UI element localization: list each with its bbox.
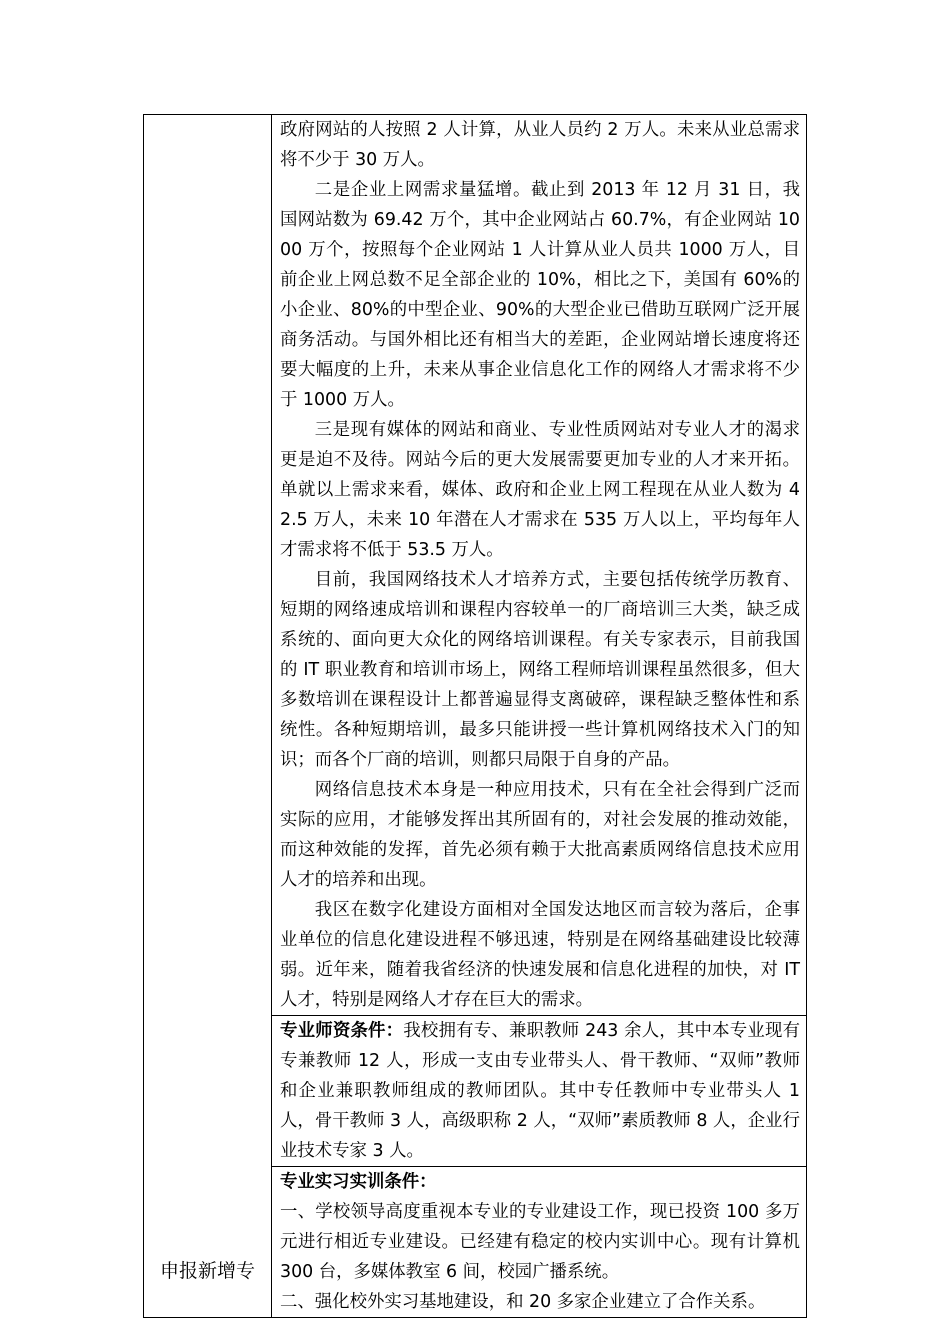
left-label-cell — [144, 115, 272, 1318]
faculty-body: 我校拥有专、兼职教师 243 余人，其中本专业现有专兼教师 12 人，形成一支由专业带头人、骨干教师、“双师”教师和企业兼职教师组成的教师团队。其中专任教师中专业带头人 1 人，骨干教师 3 人，高级职称 2 人，“双师”素质教师 8 人，企业行业技术专家 3 人。 — [280, 1021, 800, 1161]
paragraph: 目前，我国网络技术人才培养方式，主要包括传统学历教育、短期的网络速成培训和课程内容较单一的厂商培训三大类，缺乏成系统的、面向更大众化的网络培训课程。有关专家表示，目前我国的 IT 职业教育和培训市场上，网络工程师培训课程虽然很多，但大多数培训在课程设计上都普遍显得支离破碎，课程缺乏整体性和系统性。各种短期培训，最多只能讲授一些计算机网络技术入门的知识；而各个厂商的培训，则都只局限于自身的产品。 — [280, 570, 800, 770]
application-form-table — [143, 114, 807, 1318]
training-heading: 专业实习实训条件： — [280, 1172, 437, 1192]
faculty-heading: 专业师资条件： — [280, 1021, 404, 1041]
paragraph: 网络信息技术本身是一种应用技术，只有在全社会得到广泛而实际的应用，才能够发挥出其所固有的，对社会发展的推动效能，而这种效能的发挥，首先必须有赖于大批高素质网络信息技术应用人才的培养和出现。 — [280, 780, 800, 890]
table-row — [144, 115, 807, 1016]
demand-analysis-cell — [272, 115, 807, 1016]
training-line: 二、强化校外实习基地建设，和 20 多家企业建立了合作关系。 — [280, 1292, 766, 1312]
training-conditions-cell — [272, 1167, 807, 1318]
paragraph: 三是现有媒体的网站和商业、专业性质网站对专业人才的渴求更是迫不及待。网站今后的更大发展需要更加专业的人才来开拓。单就以上需求来看，媒体、政府和企业上网工程现在从业人数为 42.5 万人，未来 10 年潜在人才需求在 535 万人以上，平均每年人才需求将不低于 53.5 万人。 — [280, 420, 800, 560]
paragraph: 我区在数字化建设方面相对全国发达地区而言较为落后，企事业单位的信息化建设进程不够迅速，特别是在网络基础建设比较薄弱。近年来，随着我省经济的快速发展和信息化进程的加快，对 IT 人才，特别是网络人才存在巨大的需求。 — [280, 900, 800, 1010]
training-line: 一、学校领导高度重视本专业的专业建设工作，现已投资 100 多万元进行相近专业建设。已经建有稳定的校内实训中心。现有计算机 300 台，多媒体教室 6 间，校园广播系统。 — [280, 1202, 800, 1282]
left-label: 申报新增专 — [159, 1260, 255, 1282]
faculty-paragraph — [280, 1016, 800, 1166]
faculty-conditions-cell — [272, 1016, 807, 1167]
paragraph: 政府网站的人按照 2 人计算，从业人员约 2 万人。未来从业总需求将不少于 30 万人。 — [280, 120, 800, 170]
paragraph: 二是企业上网需求量猛增。截止到 2013 年 12 月 31 日，我国网站数为 69.42 万个，其中企业网站占 60.7%，有企业网站 1000 万个，按照每个企业网站 1 人计算从业人员共 1000 万人，目前企业上网总数不足全部企业的 10%，相比之下，美国有 60%的小企业、80%的中型企业、90%的大型企业已借助互联网广泛开展商务活动。与国外相比还有相当大的差距，企业网站增长速度将还要大幅度的上升，未来从事企业信息化工作的网络人才需求将不少于 1000 万人。 — [280, 180, 800, 410]
